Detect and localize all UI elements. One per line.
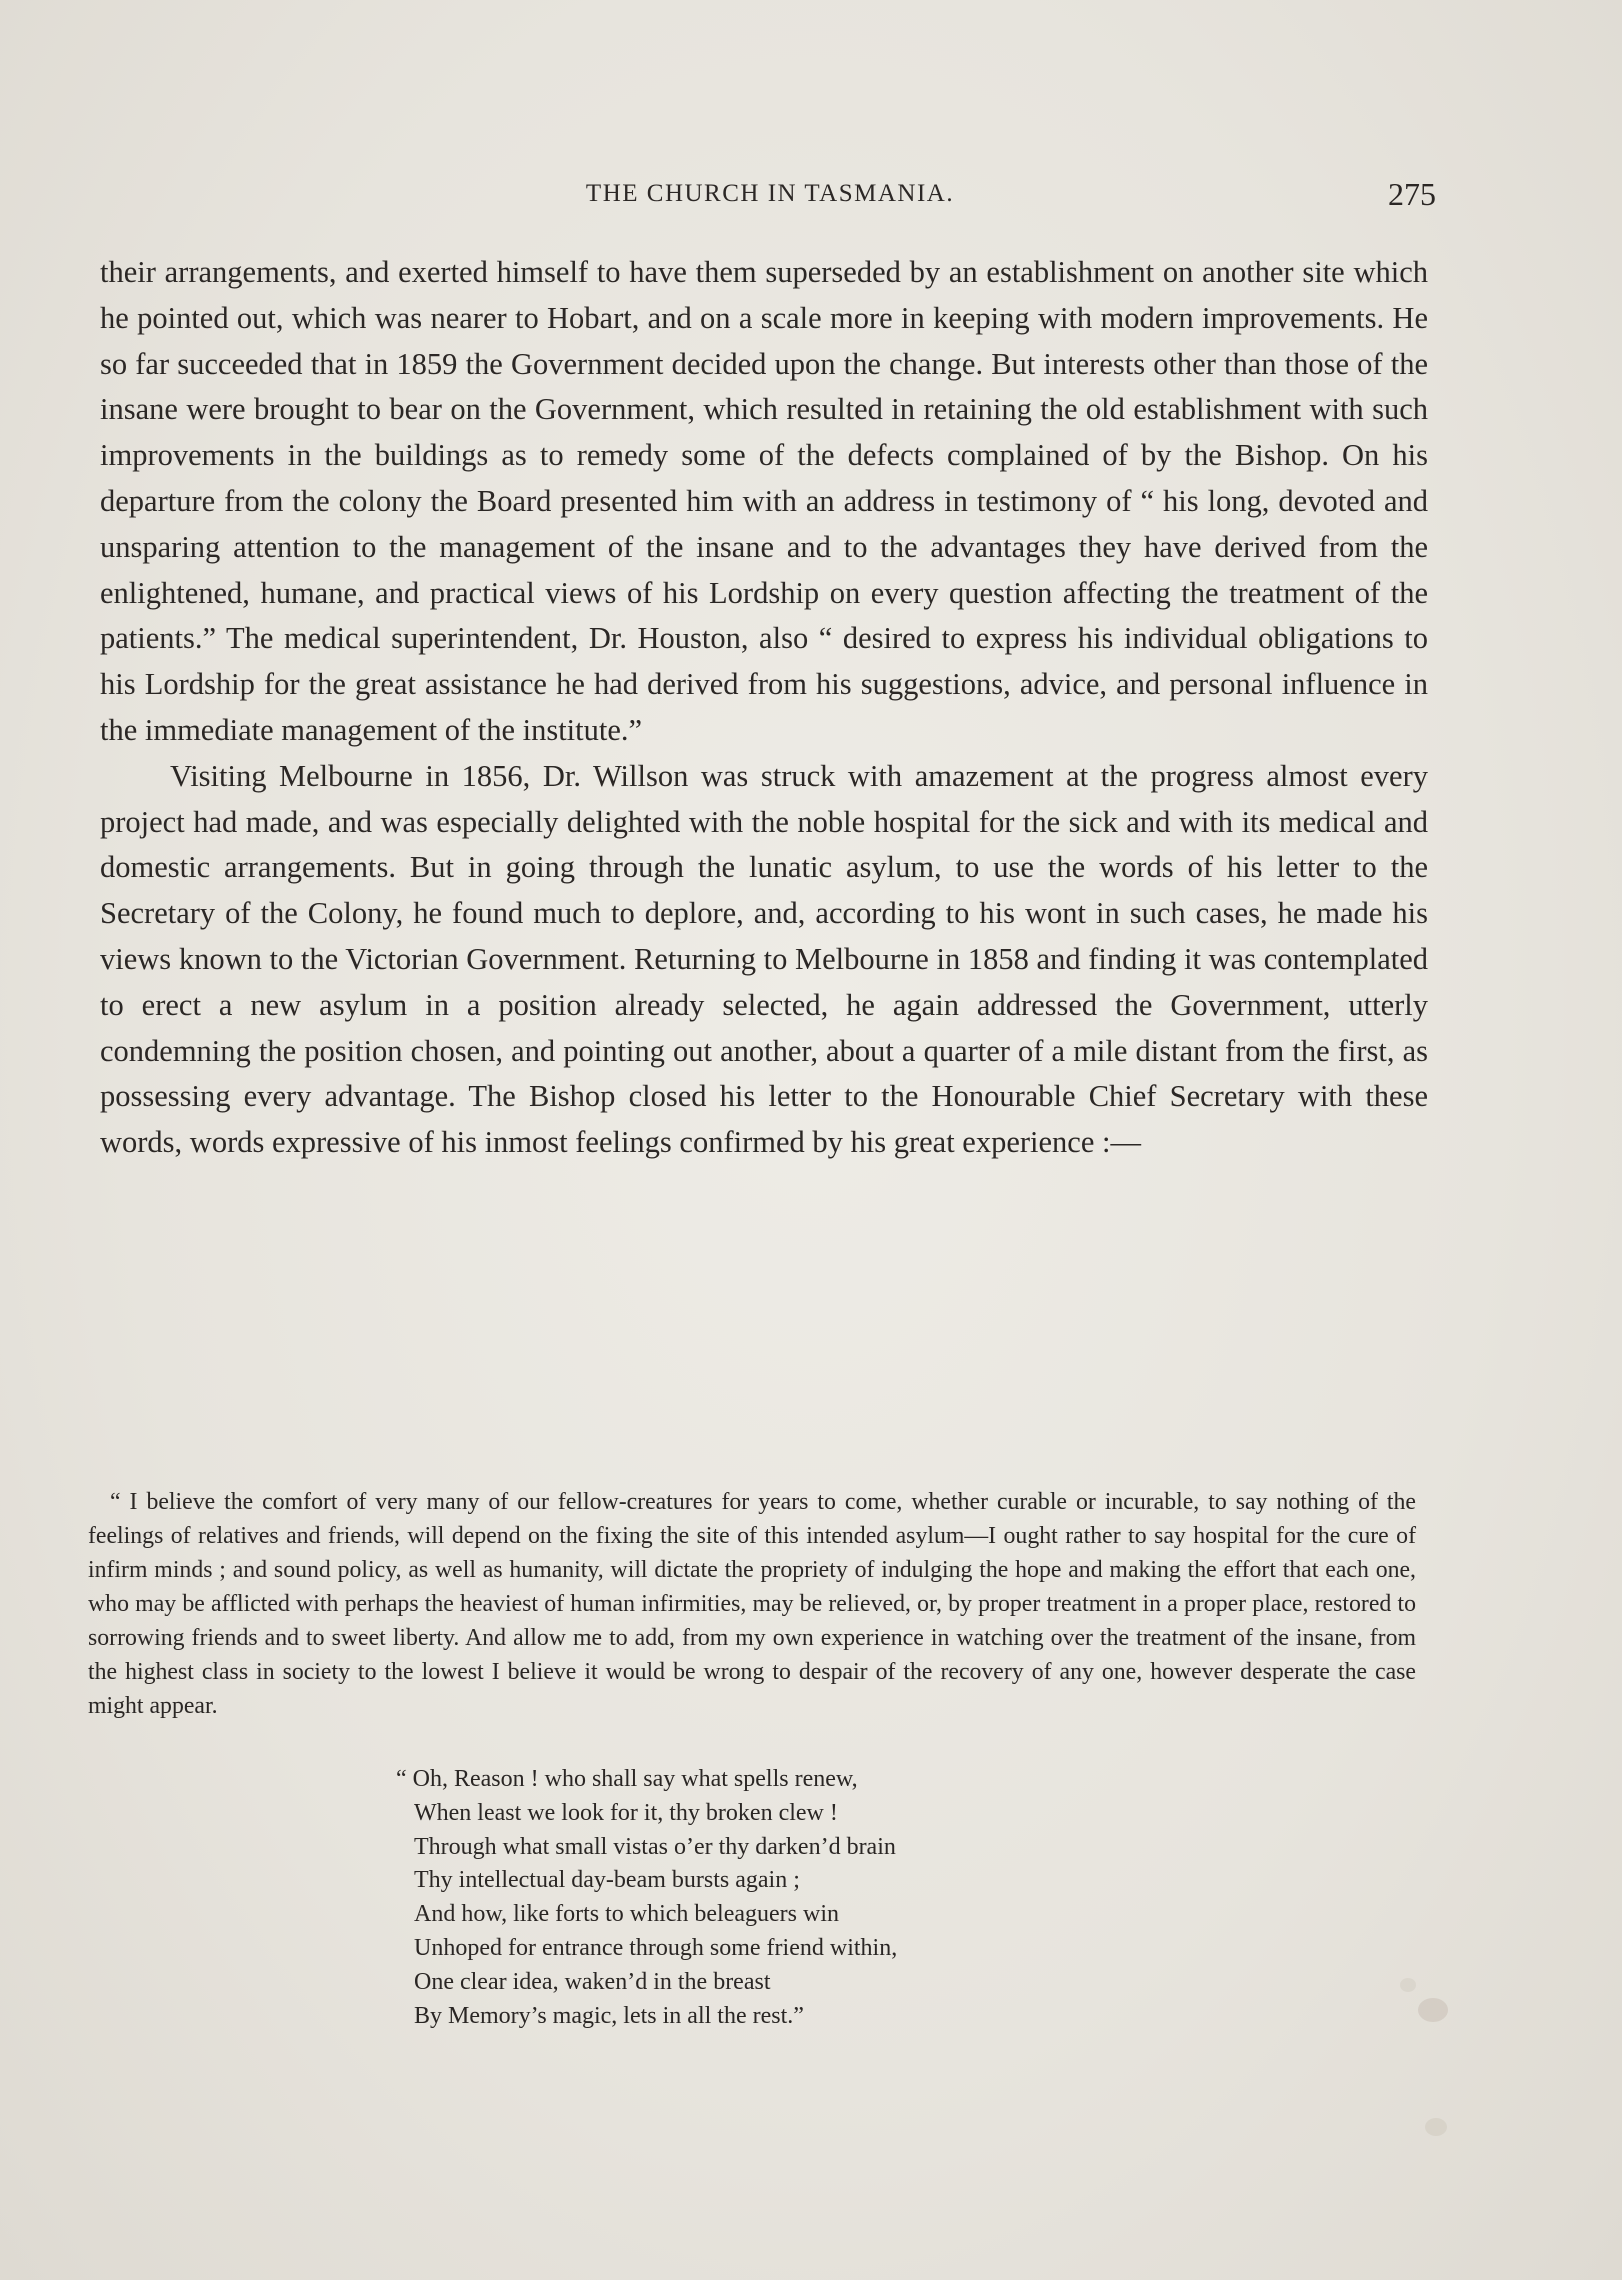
quote-text: “ I believe the comfort of very many of our fellow-creatures for years to come, whether curable or incurable, to say nothing of the feelings of relatives and friends, will depend on the fixing the site of this intended asylum—I ought rather to say hospital for the cure of infirm minds ; and sound policy, as well as humanity, will dictate the propriety of indulging the hope and making the effort that each one, who may be afflicted with perhaps the heaviest of human infirmities, may be relieved, or, by proper treatment in a proper place, restored to sorrowing friends and to sweet liberty. And allow me to add, from my own experience in watching over the treatment of the insane, from the highest class in society to the lowest I believe it would be wrong to despair of the recovery of any one, however desperate the case might appear. (88, 1489, 1416, 1719)
running-title: THE CHURCH IN TASMANIA. (585, 180, 955, 207)
paper-stain (1425, 2118, 1447, 2136)
poem-line: Thy intellectual day-beam bursts again ; (414, 1867, 800, 1894)
paper-stain (1400, 1978, 1416, 1992)
poem-quote (396, 1763, 897, 2033)
poem-line: “ Oh, Reason ! who shall say what spells renew, (396, 1766, 858, 1792)
poem-line: Unhoped for entrance through some friend within, (414, 1934, 898, 1961)
poem-line: And how, like forts to which beleaguers win (414, 1901, 840, 1928)
poem-line: Through what small vistas o’er thy darken’d brain (414, 1833, 896, 1860)
paper-stain (1418, 1998, 1448, 2022)
paragraph-2: Visiting Melbourne in 1856, Dr. Willson was struck with amazement at the progress almost every project had made, and was especially delighted with the noble hospital for the sick and with its medical and domestic arrangements. But in going through the lunatic asylum, to use the words of his letter to the Secretary of the Colony, he found much to deplore, and, according to his wont in such cases, he made his views known to the Victorian Government. Returning to Melbourne in 1858 and finding it was contemplated to erect a new asylum in a position already selected, he again addressed the Government, utterly condemning the position chosen, and pointing out another, about a quarter of a mile distant from the first, as possessing every advantage. The Bishop closed his letter to the Honourable Chief Secretary with these words, words expressive of his inmost feelings confirmed by his great experience :— (100, 758, 1428, 1160)
poem-line: When least we look for it, thy broken clew ! (414, 1799, 838, 1826)
page-header (104, 176, 1436, 216)
poem-line: One clear idea, waken’d in the breast (414, 1968, 771, 1995)
block-quote (88, 1485, 1416, 1723)
page-number: 275 (1388, 176, 1436, 212)
body-text (100, 250, 1428, 1166)
poem-line: By Memory’s magic, lets in all the rest.” (414, 2002, 804, 2029)
paragraph-1: their arrangements, and exerted himself to have them superseded by an establishment on another site which he pointed out, which was nearer to Hobart, and on a scale more in keeping with modern improvements. He so far succeeded that in 1859 the Government decided upon the change. But interests other than those of the insane were brought to bear on the Government, which resulted in retaining the old establishment with such improvements in the buildings as to remedy some of the defects complained of by the Bishop. On his departure from the colony the Board presented him with an address in testimony of “ his long, devoted and unsparing attention to the management of the insane and to the advantages they have derived from the enlightened, humane, and practical views of his Lordship on every question affecting the treatment of the patients.” The medical superintendent, Dr. Houston, also “ desired to express his individual obligations to his Lordship for the great assistance he had derived from his suggestions, advice, and personal influence in the immediate management of the institute.” (100, 255, 1428, 747)
